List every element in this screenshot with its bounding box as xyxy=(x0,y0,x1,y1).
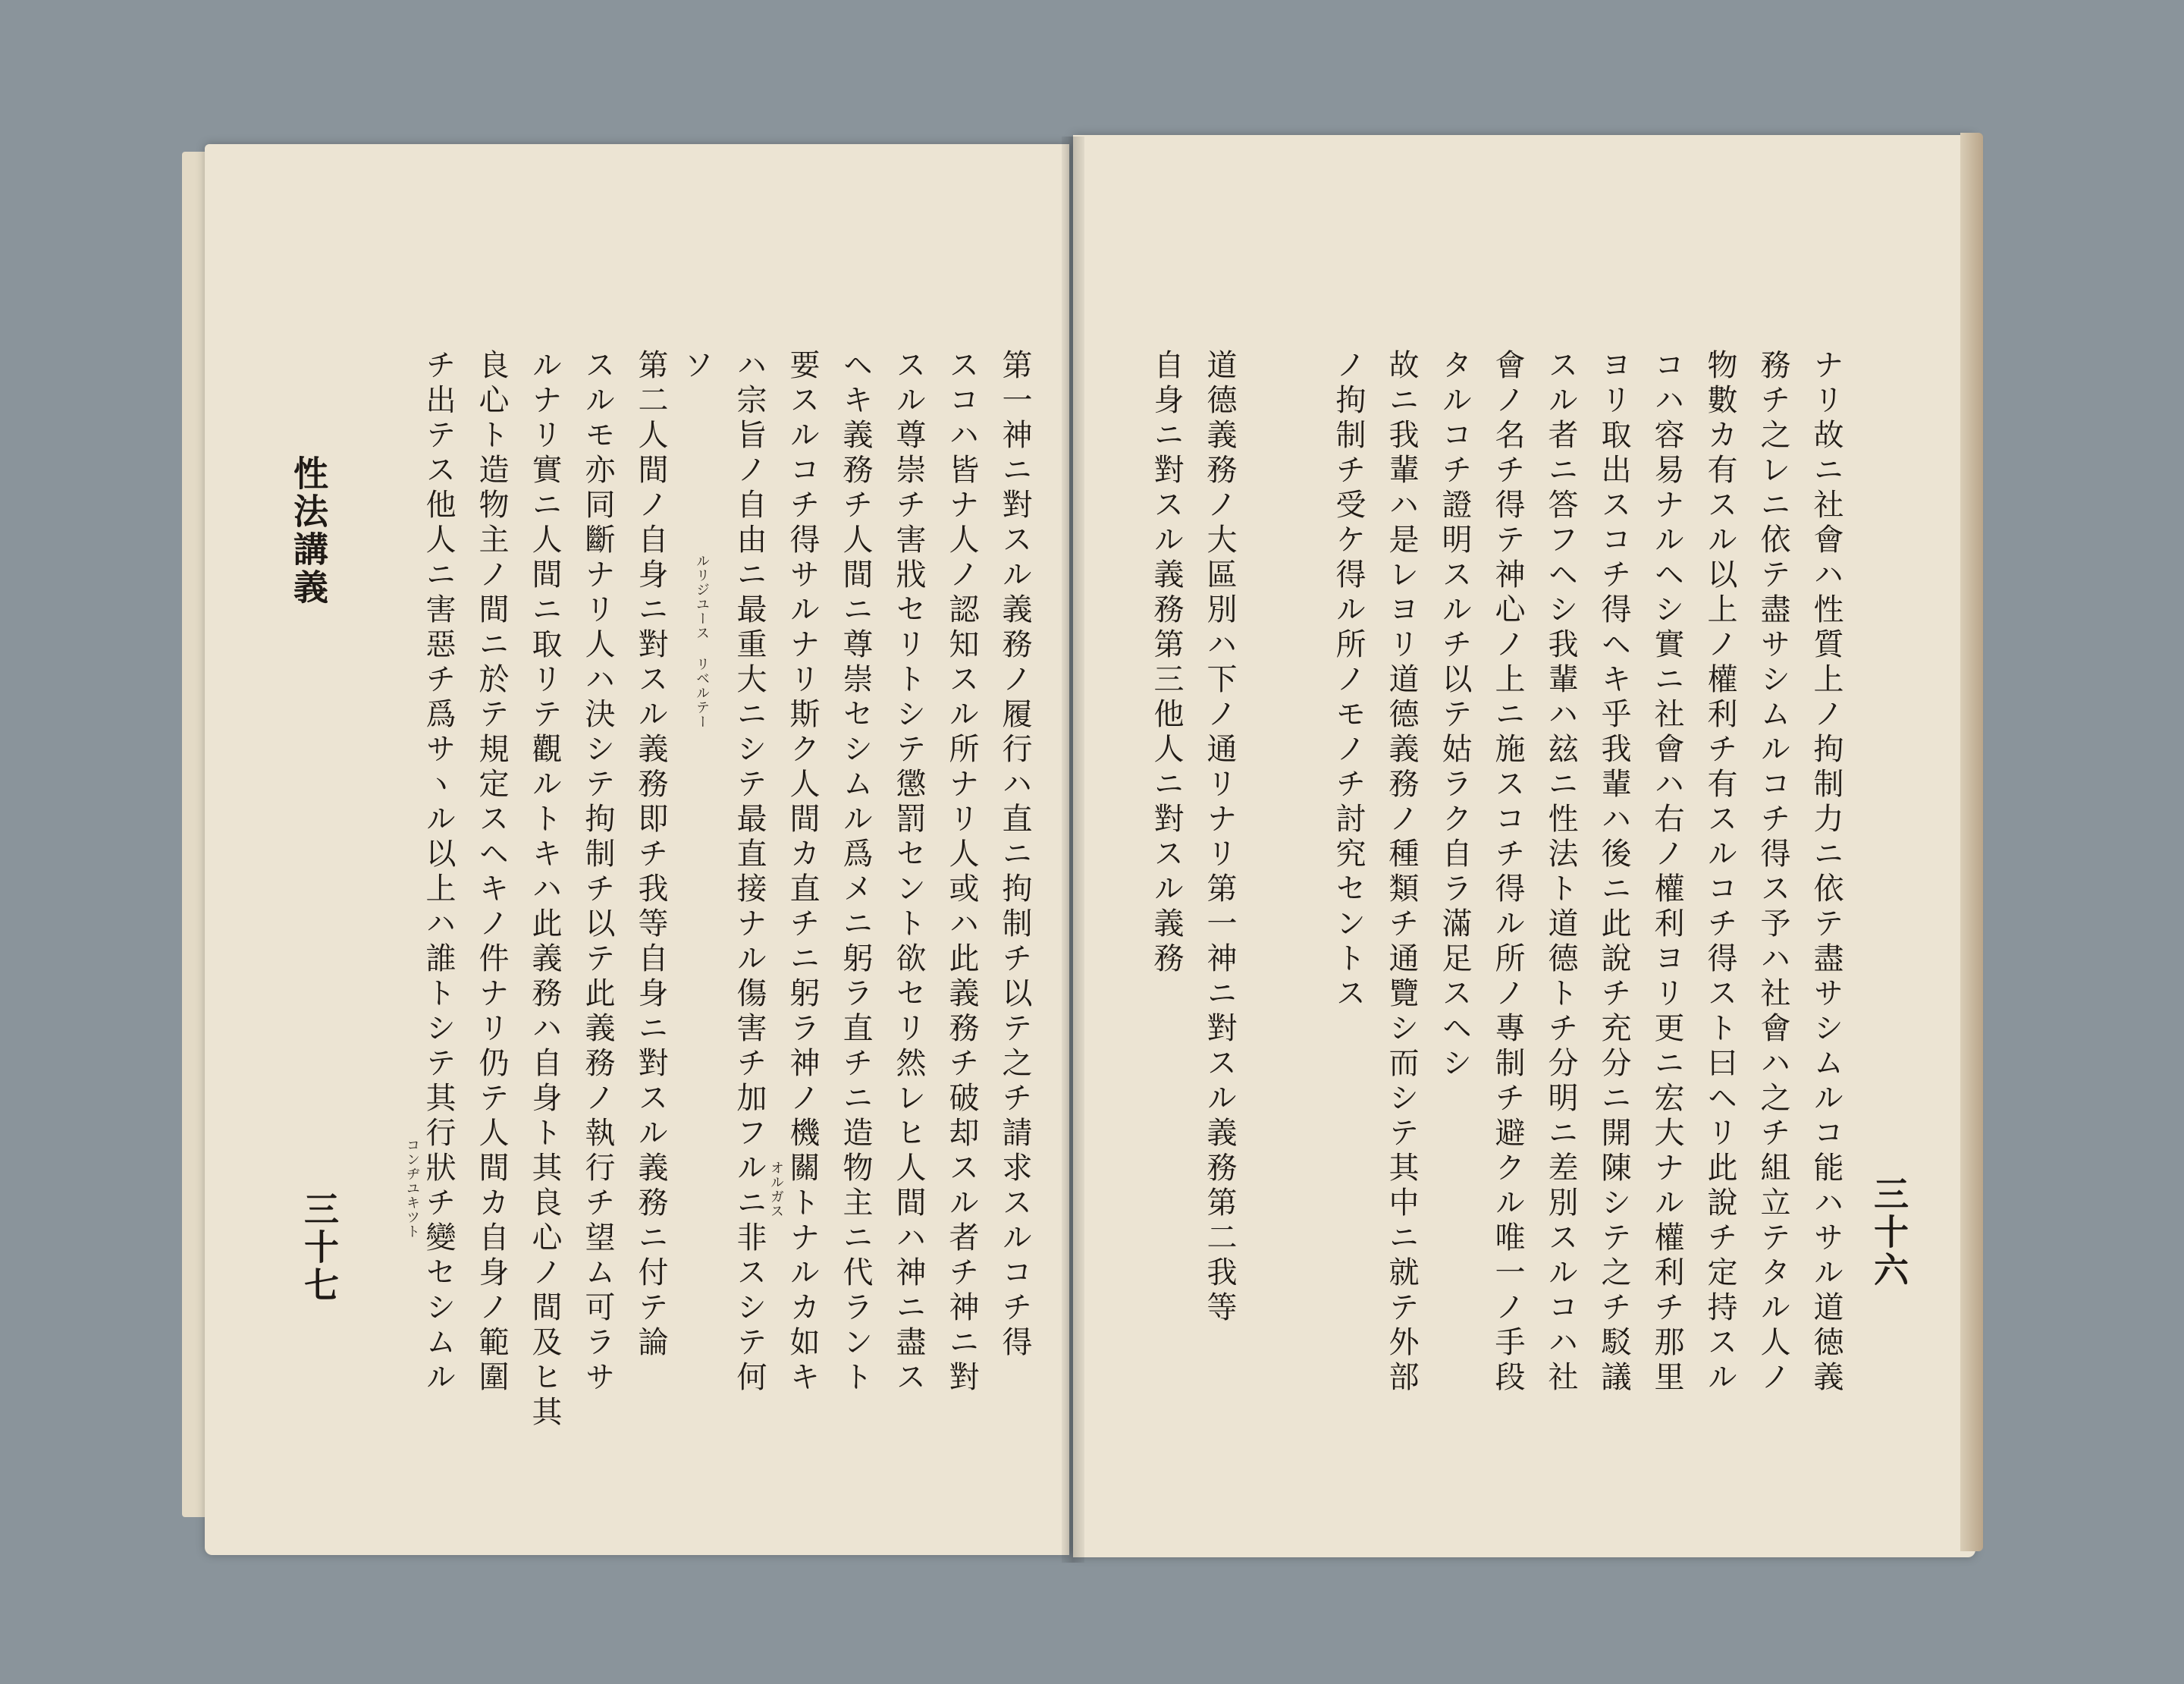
right-page-number: 三十六 xyxy=(1869,1176,1909,1290)
text-line: タルコチ證明スルチ以テ姑ラク自ラ滿足スヘシ xyxy=(1437,349,1472,1082)
text-line: 自身ニ對スル義務第三他人ニ對スル義務 xyxy=(1149,349,1184,977)
ruby-gloss: ルリジユース リベルテー xyxy=(694,554,710,729)
ruby-gloss: オルガス xyxy=(768,1161,784,1218)
text-line: 第二人間ノ自身ニ對スル義務即チ我等自身ニ對スル義務ニ付テ論 xyxy=(633,349,668,1361)
text-line: 良心ト造物主ノ間ニ於テ規定スヘキノ件ナリ仍テ人間カ自身ノ範圍 xyxy=(474,349,509,1396)
text-line: 第一神ニ對スル義務ノ履行ハ直ニ拘制チ以テ之チ請求スルコチ得 xyxy=(997,349,1032,1361)
running-title: 性法講義 xyxy=(288,455,329,607)
text-line: ソ xyxy=(679,349,714,384)
text-line: ヘキ義務チ人間ニ尊崇セシムル爲メニ躬ラ直チニ造物主ニ代ラント xyxy=(838,349,873,1396)
text-line: 道德義務ノ大區別ハ下ノ通リナリ第一神ニ對スル義務第二我等 xyxy=(1202,349,1237,1326)
text-line: 故ニ我輩ハ是レヨリ道德義務ノ種類チ通覽シ而シテ其中ニ就テ外部 xyxy=(1384,349,1419,1396)
book-gutter xyxy=(1062,137,1084,1563)
text-line: スル尊崇チ害戕セリトシテ懲罰セント欲セリ然レヒ人間ハ神ニ盡ス xyxy=(891,349,926,1396)
left-page-number: 三十七 xyxy=(299,1191,340,1305)
text-line: スル者ニ答フヘシ我輩ハ玆ニ性法ト道德トチ分明ニ差別スルコハ社 xyxy=(1543,349,1578,1396)
text-line: 要スルコチ得サルナリ斯ク人間カ直チニ躬ラ神ノ機關トナルカ如キ xyxy=(785,349,820,1396)
text-line: 務チ之レニ依テ盡サシムルコチ得ス予ハ社會ハ之チ組立テタル人ノ xyxy=(1756,349,1790,1396)
text-line: 會ノ名チ得テ神心ノ上ニ施スコチ得ル所ノ專制チ避クル唯一ノ手段 xyxy=(1490,349,1525,1396)
text-line: ナリ故ニ社會ハ性質上ノ拘制力ニ依テ盡サシムルコ能ハサル道徳義 xyxy=(1809,349,1844,1396)
text-line: 物數カ有スル以上ノ權利チ有スルコチ得スト曰ヘリ此說チ定持スル xyxy=(1702,349,1737,1396)
text-line: ノ拘制チ受ケ得ル所ノモノチ討究セントス xyxy=(1331,349,1366,1012)
page-edge xyxy=(1960,133,1983,1551)
text-line: ヨリ取出スコチ得ヘキ乎我輩ハ後ニ此說チ充分ニ開陳シテ之チ駁議 xyxy=(1596,349,1631,1396)
text-line: ハ宗旨ノ自由ニ最重大ニシテ最直接ナル傷害チ加フルニ非スシテ何 xyxy=(732,349,767,1396)
text-line: コハ容易ナルヘシ實ニ社會ハ右ノ權利ヨリ更ニ宏大ナル權利チ那里 xyxy=(1649,349,1684,1396)
text-line: ルナリ實ニ人間ニ取リテ觀ルトキハ此義務ハ自身ト其良心ノ間及ヒ其 xyxy=(527,349,562,1431)
text-line: スコハ皆ナ人ノ認知スル所ナリ人或ハ此義務チ破却スル者チ神ニ對 xyxy=(944,349,979,1396)
ruby-gloss: コンヂユキツト xyxy=(404,1138,420,1239)
text-line: スルモ亦同斷ナリ人ハ決シテ拘制チ以テ此義務ノ執行チ望ム可ラサ xyxy=(580,349,615,1396)
text-line: チ出テス他人ニ害惡チ爲サヽル以上ハ誰トシテ其行狀チ變セシムル xyxy=(421,349,456,1396)
